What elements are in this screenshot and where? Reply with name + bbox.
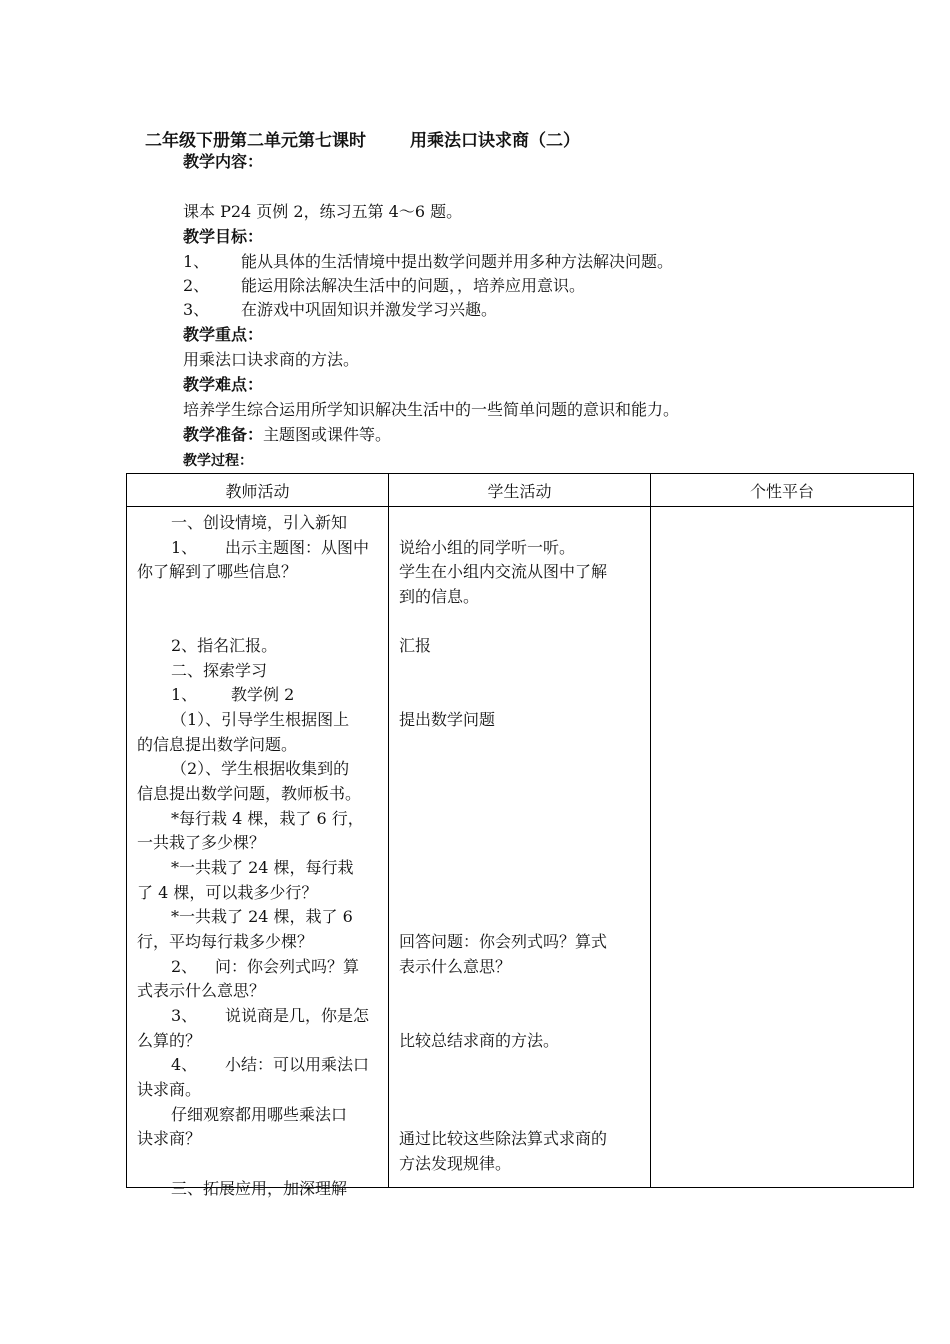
process-heading: 教学过程： bbox=[183, 453, 253, 469]
student-line: 学生在小组内交流从图中了解 bbox=[399, 562, 608, 581]
student-line: 方法发现规律。 bbox=[399, 1154, 512, 1173]
student-line: 表示什么意思？ bbox=[399, 957, 512, 976]
personal-platform-cell bbox=[651, 507, 914, 1188]
student-line: 到的信息。 bbox=[399, 587, 480, 606]
student-line: 通过比较这些除法算式求商的 bbox=[399, 1129, 608, 1148]
teacher-line: 2、 问：你会列式吗？算 bbox=[171, 957, 360, 976]
teacher-line: 1、 出示主题图：从图中 bbox=[171, 538, 370, 557]
teacher-line: *每行栽 4 棵，栽了 6 行， bbox=[171, 809, 364, 828]
teacher-line: 一、创设情境，引入新知 bbox=[171, 513, 348, 532]
focus-heading: 教学重点： bbox=[183, 325, 264, 344]
student-line: 回答问题：你会列式吗？算式 bbox=[399, 932, 608, 951]
goal-number: 3、 bbox=[183, 300, 210, 319]
student-line: 提出数学问题 bbox=[399, 710, 496, 729]
teacher-line: 行，平均每行栽多少棵？ bbox=[137, 932, 314, 951]
teacher-line: 1、 教学例 2 bbox=[171, 685, 295, 704]
goal-item bbox=[183, 298, 497, 322]
teacher-line: 诀求商？ bbox=[137, 1129, 202, 1148]
prep-text: 主题图或课件等。 bbox=[263, 425, 392, 444]
goal-text: 在游戏中巩固知识并激发学习兴趣。 bbox=[241, 300, 498, 319]
teacher-line: *一共栽了 24 棵，每行栽 bbox=[171, 858, 354, 877]
content-heading: 教学内容： bbox=[183, 152, 264, 171]
goal-text: 能从具体的生活情境中提出数学问题并用多种方法解决问题。 bbox=[241, 252, 674, 271]
goal-number: 2、 bbox=[183, 276, 210, 295]
table-header-row bbox=[127, 474, 914, 507]
focus-text: 用乘法口诀求商的方法。 bbox=[183, 350, 360, 369]
column-header-student: 学生活动 bbox=[389, 474, 651, 507]
teacher-line: 了 4 棵，可以栽多少行？ bbox=[137, 883, 318, 902]
column-header-platform: 个性平台 bbox=[651, 474, 914, 507]
teacher-line: 仔细观察都用哪些乘法口 bbox=[171, 1105, 348, 1124]
teacher-line: 3、 说说商是几，你是怎 bbox=[171, 1006, 370, 1025]
teacher-line: 么算的？ bbox=[137, 1031, 202, 1050]
goals-heading: 教学目标： bbox=[183, 227, 264, 246]
teacher-line: 三、拓展应用，加深理解 bbox=[171, 1179, 348, 1198]
teacher-line: （2）、学生根据收集到的 bbox=[171, 759, 350, 778]
teacher-line: 你了解到了哪些信息？ bbox=[137, 562, 298, 581]
page-title bbox=[145, 126, 580, 151]
teacher-line: 的信息提出数学问题。 bbox=[137, 735, 298, 754]
difficulty-heading: 教学难点： bbox=[183, 375, 264, 394]
goal-number: 1、 bbox=[183, 252, 210, 271]
goal-item bbox=[183, 250, 673, 274]
process-table bbox=[126, 473, 914, 1198]
teacher-line: *一共栽了 24 棵，栽了 6 bbox=[171, 907, 353, 926]
goal-text: 能运用除法解决生活中的问题，，培养应用意识。 bbox=[241, 276, 586, 295]
teacher-line: 一共栽了多少棵？ bbox=[137, 833, 266, 852]
student-activity-cell bbox=[389, 507, 651, 1188]
content-text: 课本 P24 页例 2，练习五第 4～6 题。 bbox=[183, 202, 463, 221]
teacher-line: （1）、引导学生根据图上 bbox=[171, 710, 350, 729]
teacher-activity-cell bbox=[127, 507, 389, 1198]
column-header-teacher: 教师活动 bbox=[127, 474, 389, 507]
difficulty-text: 培养学生综合运用所学知识解决生活中的一些简单问题的意识和能力。 bbox=[183, 400, 680, 419]
prep-heading: 教学准备： bbox=[183, 425, 264, 444]
student-line: 比较总结求商的方法。 bbox=[399, 1031, 560, 1050]
student-line: 汇报 bbox=[399, 636, 432, 655]
title-topic: 用乘法口诀求商（二） bbox=[410, 131, 580, 151]
title-lesson: 二年级下册第二单元第七课时 bbox=[145, 131, 366, 151]
prep-line bbox=[183, 423, 391, 447]
teacher-line: 诀求商。 bbox=[137, 1080, 202, 1099]
table-body-row bbox=[127, 507, 914, 1188]
teacher-line: 信息提出数学问题，教师板书。 bbox=[137, 784, 362, 803]
teacher-line: 4、 小结：可以用乘法口 bbox=[171, 1055, 370, 1074]
teacher-line: 二、探索学习 bbox=[171, 661, 268, 680]
student-line: 说给小组的同学听一听。 bbox=[399, 538, 576, 557]
goal-item bbox=[183, 274, 585, 298]
teacher-line: 2、指名汇报。 bbox=[171, 636, 278, 655]
teacher-line: 式表示什么意思？ bbox=[137, 981, 266, 1000]
